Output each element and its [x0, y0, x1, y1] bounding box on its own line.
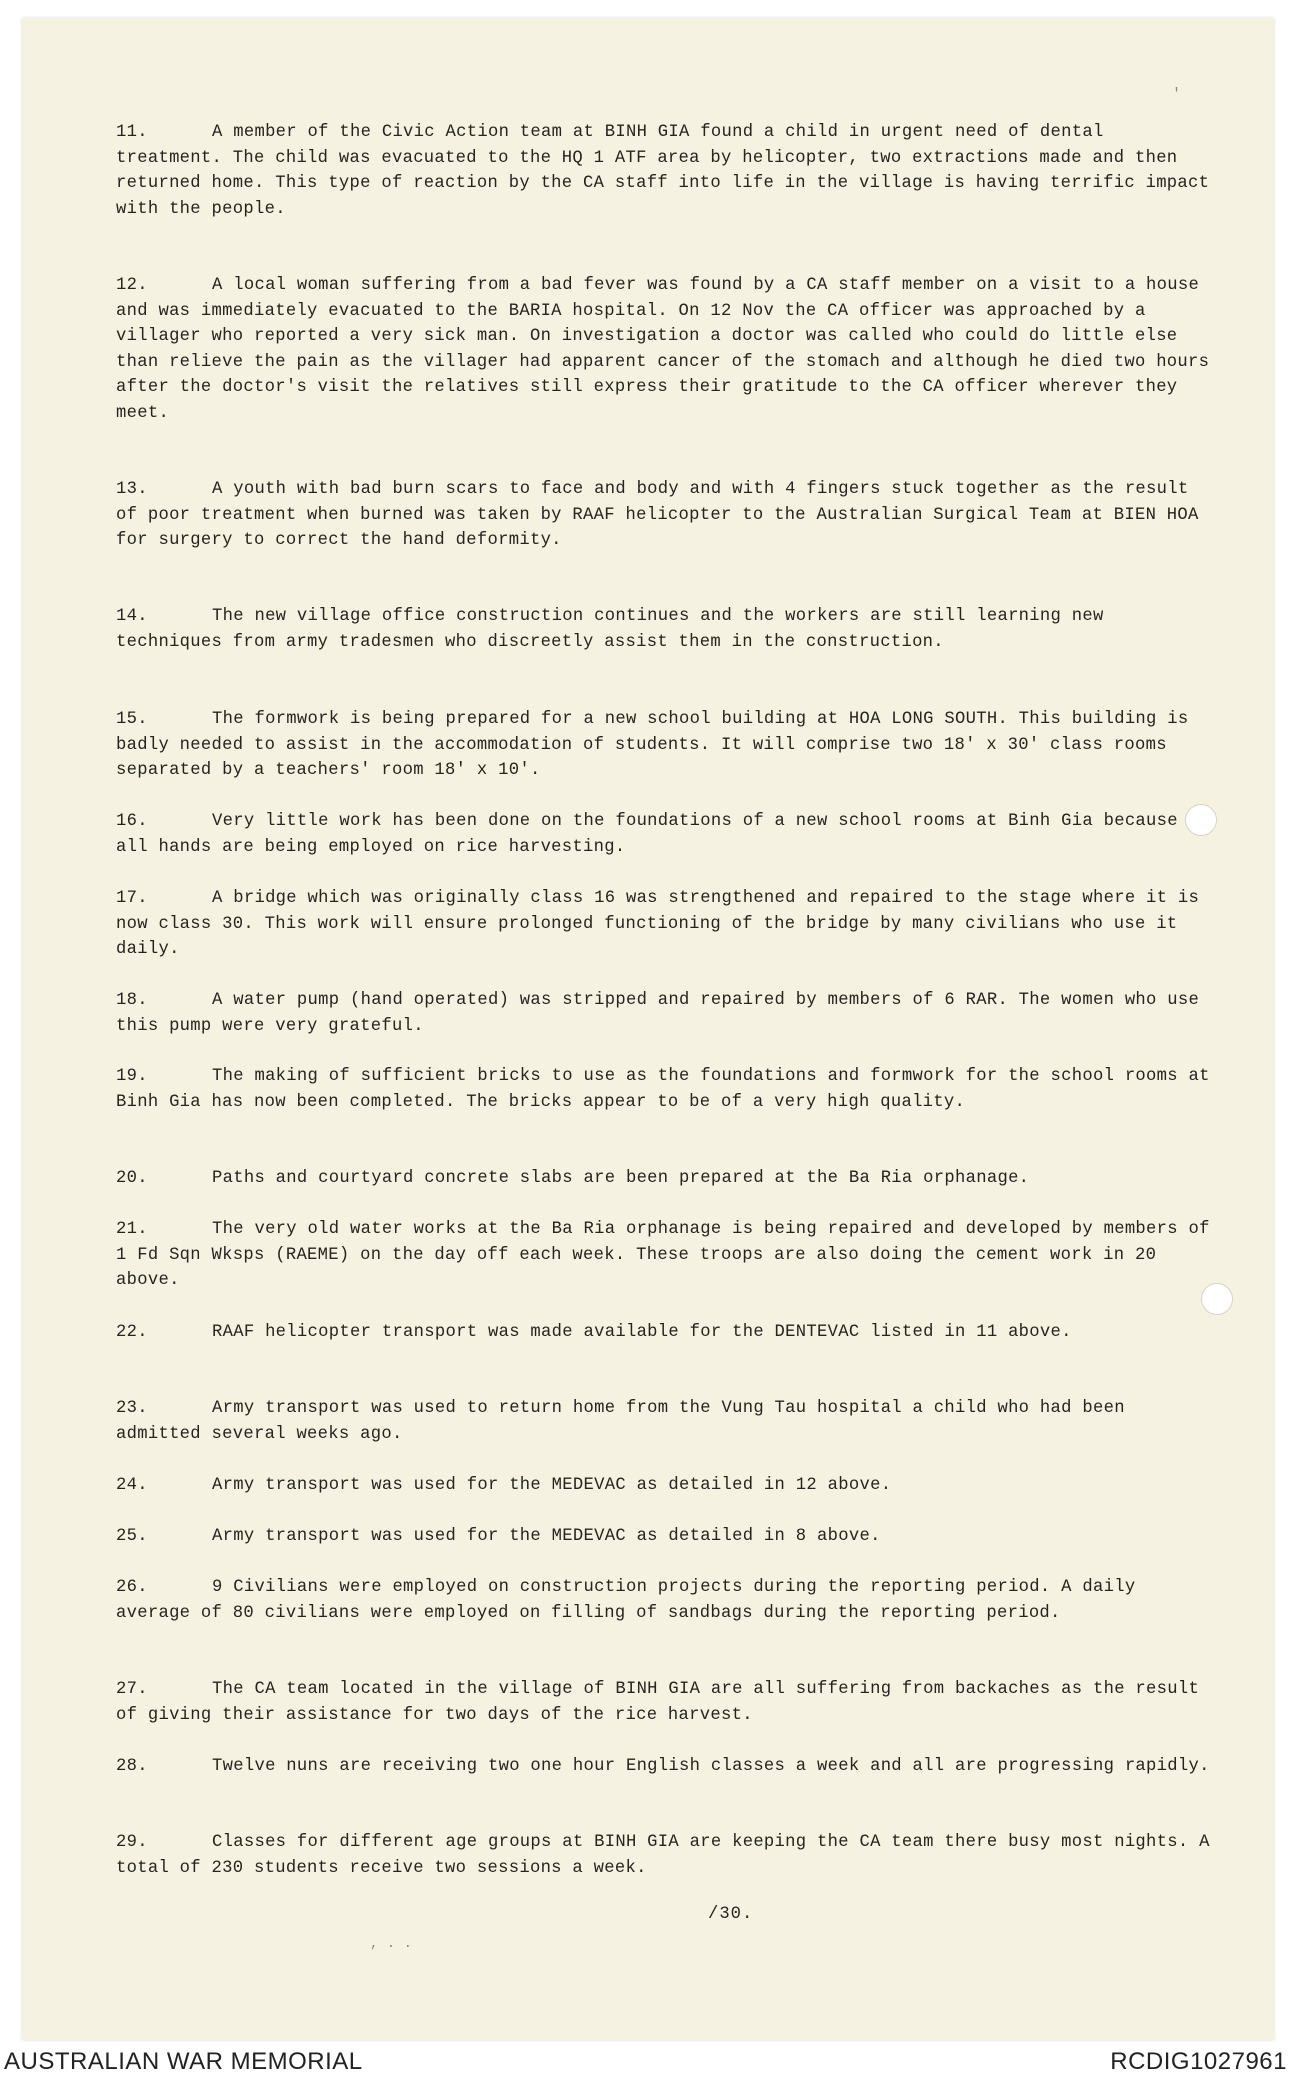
paragraph-number: 21.: [116, 1220, 148, 1239]
paragraph-text: Twelve nuns are receiving two one hour English classes a week and all are progressing rapidly.: [212, 1757, 1210, 1776]
paragraph-18: [116, 988, 1214, 1039]
paragraph-text: Very little work has been done on the foundations of a new school rooms at Binh Gia because all hands are being employed on rice harvesting.: [116, 812, 1189, 857]
paragraph-text: Army transport was used to return home from the Vung Tau hospital a child who had been admitted several weeks ago.: [116, 1399, 1136, 1444]
paragraph-text: The very old water works at the Ba Ria orphanage is being repaired and developed by members of 1 Fd Sqn Wksps (RAEME) on the day off each week. These troops are also doing the cement work in 20 above.: [116, 1220, 1221, 1291]
paragraph-number: 29.: [116, 1833, 148, 1852]
paragraph-text: A water pump (hand operated) was stripped and repaired by members of 6 RAR. The women who use this pump were very grateful.: [116, 991, 1210, 1036]
paragraph-22: [116, 1320, 1214, 1346]
paragraph-12: [116, 273, 1220, 427]
paragraph-text: A member of the Civic Action team at BINH GIA found a child in urgent need of dental treatment. The child was evacuated to the HQ 1 ATF area by helicopter, two extractions made and then returned home. This type of reaction by the CA staff into life in the village is having terrific impact with the people.: [116, 123, 1220, 219]
paragraph-15: [116, 707, 1214, 784]
paragraph-number: 13.: [116, 480, 148, 499]
paragraph-number: 18.: [116, 991, 148, 1010]
paragraph-text: Army transport was used for the MEDEVAC as detailed in 8 above.: [212, 1527, 881, 1546]
paragraph-number: 27.: [116, 1680, 148, 1699]
paragraph-number: 17.: [116, 889, 148, 908]
paragraph-16: [116, 809, 1214, 860]
paragraph-text: Classes for different age groups at BINH GIA are keeping the CA team there busy most nights. A total of 230 students receive two sessions a week.: [116, 1833, 1221, 1878]
paragraph-number: 12.: [116, 276, 148, 295]
paragraph-29: [116, 1830, 1221, 1881]
paragraph-21: [116, 1217, 1221, 1294]
paragraph-27: [116, 1677, 1214, 1728]
footer-reference: RCDIG1027961: [1110, 2048, 1287, 2075]
paragraph-number: 26.: [116, 1578, 148, 1597]
paragraph-23: [116, 1396, 1214, 1447]
paragraph-text: Paths and courtyard concrete slabs are been prepared at the Ba Ria orphanage.: [212, 1169, 1030, 1188]
paragraph-text: The CA team located in the village of BINH GIA are all suffering from backaches as the result of giving their assistance for two days of the rice harvest.: [116, 1680, 1210, 1725]
ink-mark: , . .: [370, 1936, 413, 1952]
paragraph-13: [116, 477, 1214, 554]
paragraph-26: [116, 1575, 1214, 1626]
paragraph-20: [116, 1166, 1214, 1192]
ink-mark: ': [1172, 86, 1182, 103]
paragraph-text: A bridge which was originally class 16 was strengthened and repaired to the stage where it is now class 30. This work will ensure prolonged functioning of the bridge by many civilians who use it daily.: [116, 889, 1210, 960]
paragraph-number: 20.: [116, 1169, 148, 1188]
paragraph-11: [116, 120, 1220, 222]
paragraph-17: [116, 886, 1214, 963]
paragraph-text: Army transport was used for the MEDEVAC as detailed in 12 above.: [212, 1476, 892, 1495]
paragraph-number: 22.: [116, 1323, 148, 1342]
paragraph-text: 9 Civilians were employed on construction projects during the reporting period. A daily average of 80 civilians were employed on filling of sandbags during the reporting period.: [116, 1578, 1147, 1623]
paragraph-14: [116, 604, 1214, 655]
paragraph-number: 15.: [116, 710, 148, 729]
paragraph-text: RAAF helicopter transport was made available for the DENTEVAC listed in 11 above.: [212, 1323, 1072, 1342]
paragraph-19: [116, 1064, 1221, 1115]
paragraph-25: [116, 1524, 1214, 1550]
paragraph-number: 24.: [116, 1476, 148, 1495]
footer-institution: AUSTRALIAN WAR MEMORIAL: [4, 2048, 363, 2075]
paragraph-text: The formwork is being prepared for a new school building at HOA LONG SOUTH. This building is badly needed to assist in the accommodation of students. It will comprise two 18' x 30' class rooms separated by a teachers' room 18' x 10'.: [116, 710, 1200, 781]
paragraph-number: 25.: [116, 1527, 148, 1546]
paragraph-number: 19.: [116, 1067, 148, 1086]
paragraph-number: 23.: [116, 1399, 148, 1418]
paragraph-28: [116, 1754, 1214, 1780]
paragraph-number: 11.: [116, 123, 148, 142]
paragraph-text: A local woman suffering from a bad fever was found by a CA staff member on a visit to a house and was immediately evacuated to the BARIA hospital. On 12 Nov the CA officer was approached by a villager who reported a very sick man. On investigation a doctor was called who could do little else than relieve the pain as the villager had apparent cancer of the stomach and although he died two hours after the doctor's visit the relatives still express their gratitude to the CA officer wherever they meet.: [116, 276, 1220, 423]
paragraph-text: A youth with bad burn scars to face and body and with 4 fingers stuck together as the result of poor treatment when burned was taken by RAAF helicopter to the Australian Surgical Team at BIEN HOA for surgery to correct the hand deformity.: [116, 480, 1210, 551]
paragraph-number: 16.: [116, 812, 148, 831]
paragraph-number: 28.: [116, 1757, 148, 1776]
continuation-marker: /30.: [708, 1905, 754, 1924]
paragraph-text: The new village office construction continues and the workers are still learning new techniques from army tradesmen who discreetly assist them in the construction.: [116, 607, 1115, 652]
paragraph-number: 14.: [116, 607, 148, 626]
paragraph-24: [116, 1473, 1214, 1499]
paragraph-text: The making of sufficient bricks to use as the foundations and formwork for the school rooms at Binh Gia has now been completed. The bricks appear to be of a very high quality.: [116, 1067, 1221, 1112]
